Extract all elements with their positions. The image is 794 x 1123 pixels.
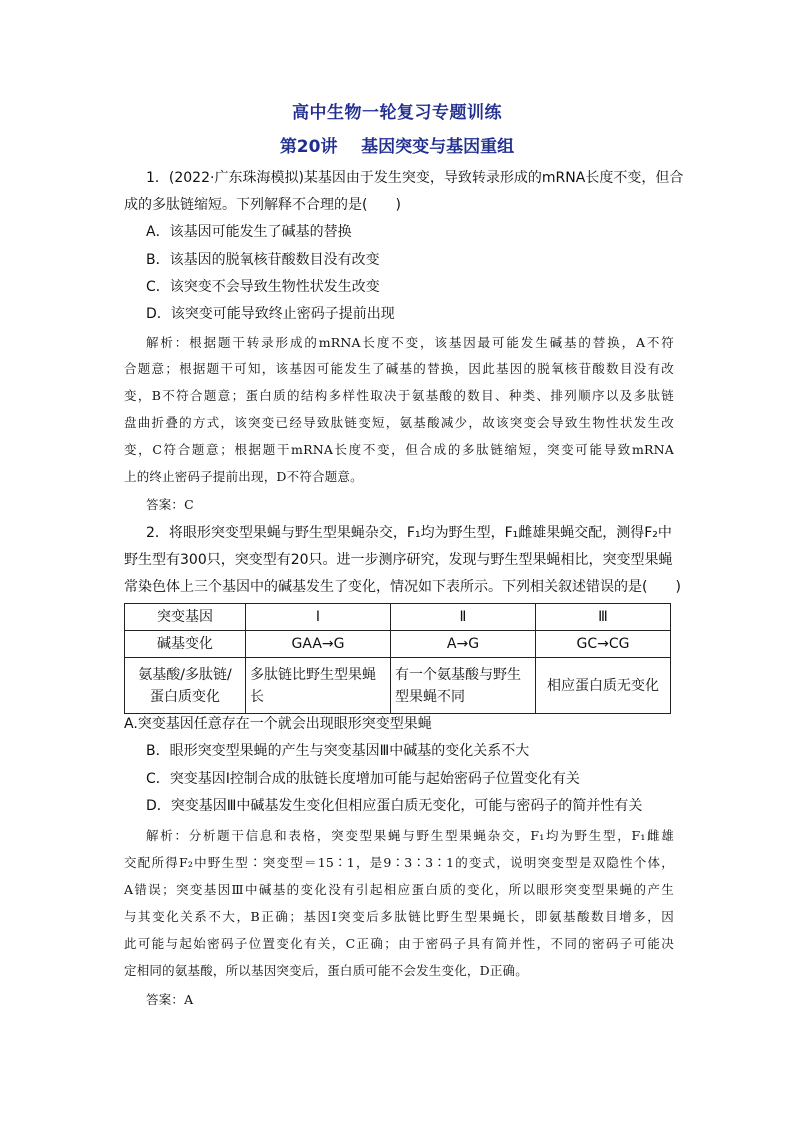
table-cell-protein-1 bbox=[246, 658, 391, 714]
lecture-topic: 基因突变与基因重组 bbox=[361, 137, 515, 157]
table-cell-base-change-3: GC→CG bbox=[536, 631, 671, 658]
table-row bbox=[125, 658, 671, 714]
table-cell-base-change-label: 碱基变化 bbox=[125, 631, 246, 658]
table-header-gene: 突变基因 bbox=[125, 604, 246, 631]
mutation-table bbox=[124, 603, 671, 714]
q1-option-c: C．该突变不会导致生物性状发生改变 bbox=[146, 279, 380, 295]
table-cell-base-change-2: A→G bbox=[391, 631, 536, 658]
table-cell-base-change-1: GAA→G bbox=[246, 631, 391, 658]
table-cell-protein-3: 相应蛋白质无变化 bbox=[536, 658, 671, 714]
protein-2-line-2: 型果蝇不同 bbox=[395, 688, 465, 705]
q1-explanation-line-4: 盘曲折叠的方式，该突变已经导致肽链变短，氨基酸减少，故该突变会导致生物性状发生改 bbox=[124, 415, 674, 430]
table-header-gene-1: Ⅰ bbox=[246, 604, 391, 631]
q2-option-c: C．突变基因Ⅰ控制合成的肽链长度增加可能与起始密码子位置变化有关 bbox=[146, 771, 580, 787]
protein-2-line-1: 有一个氨基酸与野生 bbox=[395, 666, 521, 683]
q2-explanation-line-2: 交配所得F₂中野生型∶突变型＝15∶1，是9∶3∶3∶1的变式，说明突变型是双隐性个体， bbox=[124, 855, 674, 870]
protein-1-line-2: 长 bbox=[250, 688, 264, 705]
q2-stem-line-2: 野生型有300只，突变型有20只。进一步测序研究，发现与野生型果蝇相比，突变型果蝇 bbox=[124, 552, 673, 568]
q1-explanation-line-3: 变，B不符合题意；蛋白质的结构多样性取决于氨基酸的数目、种类、排列顺序以及多肽链 bbox=[124, 388, 674, 403]
q1-option-b: B．该基因的脱氧核苷酸数目没有改变 bbox=[146, 252, 380, 268]
q2-explanation-line-3: A错误；突变基因Ⅲ中碱基的变化没有引起相应蛋白质的变化，所以眼形突变型果蝇的产生 bbox=[124, 882, 674, 897]
q1-stem-line-1: 1．(2022·广东珠海模拟)某基因由于发生突变，导致转录形成的mRNA长度不变，但合 bbox=[146, 170, 684, 186]
q2-stem-line-3: 常染色体上三个基因中的碱基发生了变化，情况如下表所示。下列相关叙述错误的是( ) bbox=[124, 579, 681, 595]
protein-label-line-2: 蛋白质变化 bbox=[150, 688, 220, 705]
q1-explanation-line-6: 上的终止密码子提前出现，D不符合题意。 bbox=[124, 469, 363, 484]
q2-explanation-line-6: 定相同的氨基酸，所以基因突变后，蛋白质可能不会发生变化，D正确。 bbox=[124, 963, 528, 978]
q2-option-d: D．突变基因Ⅲ中碱基发生变化但相应蛋白质无变化，可能与密码子的简并性有关 bbox=[146, 798, 643, 814]
q2-explanation-line-4: 与其变化关系不大，B正确；基因Ⅰ突变后多肽链比野生型果蝇长，即氨基酸数目增多，因 bbox=[124, 909, 674, 924]
lecture-title bbox=[0, 132, 794, 157]
q2-option-b: B．眼形突变型果蝇的产生与突变基因Ⅲ中碱基的变化关系不大 bbox=[146, 743, 530, 759]
table-cell-protein-2 bbox=[391, 658, 536, 714]
table-row bbox=[125, 604, 671, 631]
table-header-gene-2: Ⅱ bbox=[391, 604, 536, 631]
q1-explanation-line-2: 合题意；根据题干可知，该基因可能发生了碱基的替换，因此基因的脱氧核苷酸数目没有改 bbox=[124, 361, 674, 376]
q2-stem-line-1: 2．将眼形突变型果蝇与野生型果蝇杂交，F₁均为野生型，F₁雌雄果蝇交配，测得F₂中 bbox=[146, 525, 672, 541]
protein-label-line-1: 氨基酸/多肽链/ bbox=[138, 666, 232, 683]
q2-option-a: A.突变基因任意存在一个就会出现眼形突变型果蝇 bbox=[124, 716, 432, 732]
lecture-number: 第20讲 bbox=[279, 137, 338, 157]
q1-option-a: A．该基因可能发生了碱基的替换 bbox=[146, 224, 352, 240]
q1-option-d: D．该突变可能导致终止密码子提前出现 bbox=[146, 306, 395, 322]
series-title: 高中生物一轮复习专题训练 bbox=[292, 103, 502, 123]
q1-stem-line-2: 成的多肽链缩短。下列解释不合理的是( ) bbox=[124, 197, 401, 213]
table-cell-protein-label bbox=[125, 658, 246, 714]
q1-answer: 答案：C bbox=[146, 497, 194, 512]
table-row bbox=[125, 631, 671, 658]
q1-explanation-line-5: 变，C符合题意；根据题干mRNA长度不变，但合成的多肽链缩短，突变可能导致mRNA bbox=[124, 442, 674, 457]
table-header-gene-3: Ⅲ bbox=[536, 604, 671, 631]
q2-explanation-line-1: 解析：分析题干信息和表格，突变型果蝇与野生型果蝇杂交，F₁均为野生型，F₁雌雄 bbox=[146, 828, 674, 843]
q2-explanation-line-5: 此可能与起始密码子位置变化有关，C正确；由于密码子具有简并性，不同的密码子可能决 bbox=[124, 936, 674, 951]
q1-explanation-line-1: 解析：根据题干转录形成的mRNA长度不变，该基因最可能发生碱基的替换，A不符 bbox=[146, 335, 674, 350]
protein-1-line-1: 多肽链比野生型果蝇 bbox=[250, 666, 376, 683]
q2-answer: 答案：A bbox=[146, 992, 194, 1007]
